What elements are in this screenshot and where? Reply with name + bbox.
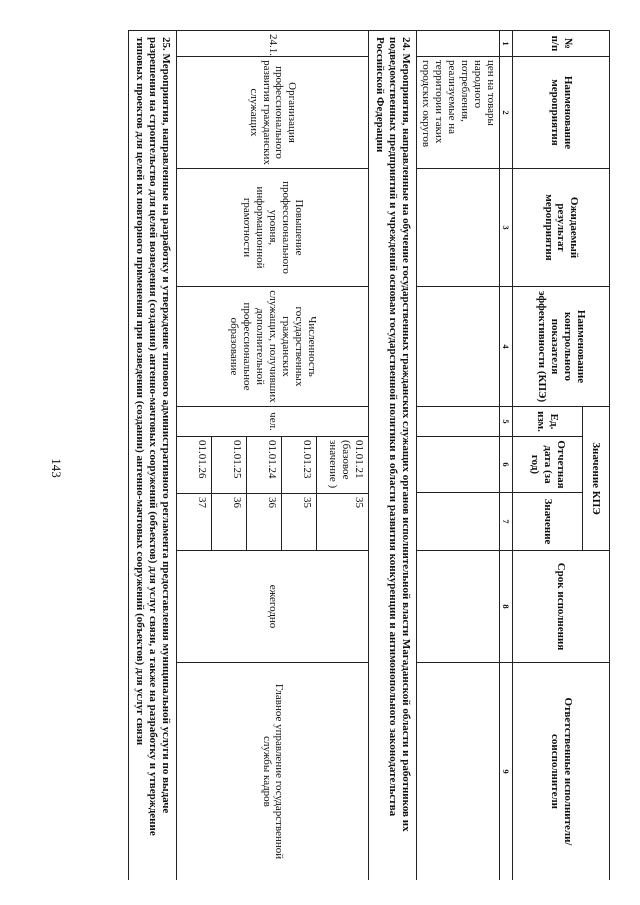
index-cell: 8 [499,551,512,663]
header-kpe-name: Наименование контрольного показателя эффективности (КПЭ) [513,287,610,407]
kpe-value-row [246,437,281,550]
header-result: Ожидаемый результат мероприятия [513,169,610,287]
row-24-1-unit: чел. [176,407,369,437]
index-cell: 6 [499,437,512,493]
header-kpe-group: Значение КПЭ [583,407,610,551]
kpe-date: 01.01.21 (базовое значение ) [316,437,368,494]
header-deadline: Срок исполнения [513,551,610,663]
index-cell: 1 [499,31,512,57]
kpe-value: 36 [211,494,246,551]
kpe-value: 36 [246,494,281,551]
index-cell: 5 [499,407,512,437]
page-number: 143 [49,458,64,478]
header-responsible: Ответственные исполнители/ соисполнители [513,663,610,881]
kpe-value-row [177,437,212,550]
header-num: № п/п [513,31,610,57]
continued-date [417,437,500,493]
kpe-date: 01.01.23 [281,437,316,494]
continued-unit [417,407,500,437]
continued-deadline [417,551,500,663]
row-24-1-name: Организация профессионального развития гражданских служащих [176,57,369,169]
kpe-value: 35 [316,494,368,551]
row-24-1-num: 24.1. [176,31,369,57]
header-name: Наименование мероприятия [513,57,610,169]
kpe-date: 01.01.24 [246,437,281,494]
continued-value [417,493,500,551]
continued-num [417,31,500,57]
index-cell: 9 [499,663,512,881]
header-value: Значение [513,493,583,551]
section-25-heading: 25. Мероприятия, направленные на разработку и утверждение типового административного регламента предоставления муниципальной услуги по выдаче разрешения на строительство для целей возведения (создания) антенно-мачтовых сооружений (объектов) для услуг связи, а также на разработку и утверждение типовых проектов для целей их повторного применения при возведении (создании) антенно-мачтовых сооружений (объектов) для услуг связи [128,31,176,881]
index-cell: 7 [499,493,512,551]
continued-responsible [417,663,500,881]
kpe-value-row [211,437,246,550]
kpe-value: 35 [281,494,316,551]
section-25-row [128,31,176,881]
kpe-value-row [316,437,368,550]
header-report-date: Отчетная дата (за год) [513,437,583,493]
row-24-1-deadline: ежегодно [176,551,369,663]
index-cell: 3 [499,169,512,287]
continued-name: цен на товары народного потребления, реализуемые на территории таких городских округов [417,57,500,169]
document-frame [102,30,610,880]
index-cell: 2 [499,57,512,169]
header-unit: Ед. изм. [513,407,583,437]
row-24-1-responsible: Главное управление государственной службы кадров [176,663,369,881]
rotated-table-container [102,30,610,880]
continued-result [417,169,500,287]
row-24-1-kpe-values [176,437,369,551]
continued-kpe [417,287,500,407]
index-row [499,31,512,881]
kpe-date: 01.01.26 [177,437,212,494]
kpe-values-table [177,437,369,550]
continued-row [417,31,500,881]
row-24-1 [176,31,369,881]
row-24-1-kpe: Численность государственных гражданских служащих, получивших дополнительной профессиональное образование [176,287,369,407]
section-24-heading: 24. Мероприятия, направленные на обучение государственных гражданских служащих органов исполнительной власти Магаданской области и работников их подведомственных предприятий и учреждений основам государственной политики в области развития конкуренции и антимонопольного законодательства Российской Федерации [369,31,417,881]
section-24-row [369,31,417,881]
kpe-value-row [281,437,316,550]
kpe-value: 37 [195,497,208,508]
row-24-1-result: Повышение профессионального уровня, информационной грамотности [176,169,369,287]
kpe-table [128,30,610,880]
index-cell: 4 [499,287,512,407]
header-row-1 [583,31,610,881]
kpe-date: 01.01.25 [211,437,246,494]
